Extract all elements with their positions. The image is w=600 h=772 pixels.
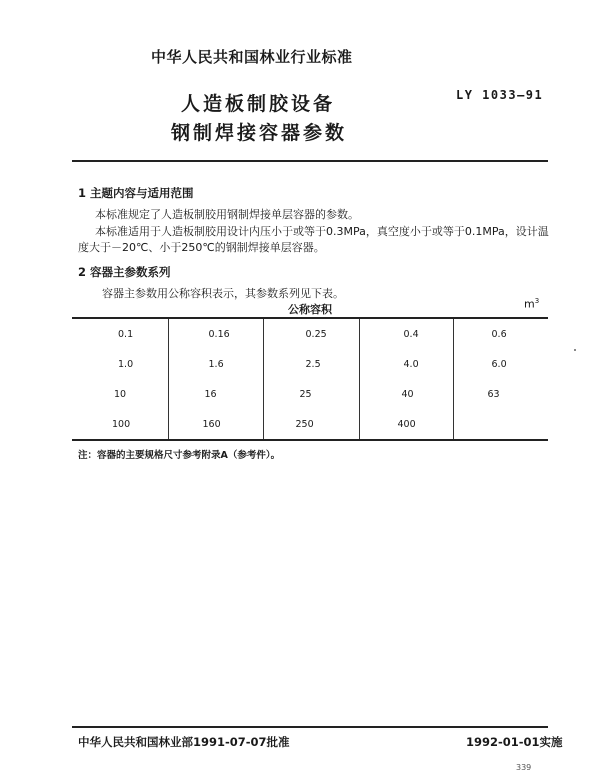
section1-paragraph2-line2: 度大于－20℃、小于250℃的钢制焊接单层容器。 [78, 241, 325, 254]
document-title-line2: 钢制焊接容器参数 [171, 122, 348, 144]
table-cell: 0.16 [168, 318, 263, 349]
effective-date: 1992-01-01实施 [466, 735, 563, 749]
table-cell: 0.6 [453, 318, 548, 349]
table-cell: 400 [359, 409, 453, 440]
page-number: 339 [516, 763, 532, 772]
approval-line: 中华人民共和国林业部1991-07-07批准 [78, 735, 290, 749]
section2-paragraph: 容器主参数用公称容积表示，其参数系列见下表。 [102, 287, 344, 300]
section2-heading: 2 容器主参数系列 [78, 265, 171, 279]
table-cell: 250 [263, 409, 359, 440]
table-unit [524, 297, 539, 311]
unit-base: m [524, 297, 535, 311]
standard-code: LY 1033—91 [456, 88, 544, 102]
table-cell: 0.1 [72, 318, 168, 349]
nominal-volume-table [72, 317, 548, 441]
issuing-authority: 中华人民共和国林业行业标准 [151, 48, 353, 66]
table-cell: 1.6 [168, 349, 263, 379]
unit-exponent: 3 [534, 297, 540, 305]
table-row [72, 379, 548, 409]
table-cell: 63 [453, 379, 548, 409]
table-cell: 10 [72, 379, 168, 409]
table-cell: 4.0 [359, 349, 453, 379]
table-cell: 25 [263, 379, 359, 409]
table-cell: 100 [72, 409, 168, 440]
table-caption: 公称容积 [288, 303, 332, 316]
scan-speck [574, 349, 576, 351]
document-title-line1: 人造板制胶设备 [181, 93, 336, 115]
table-cell: 0.25 [263, 318, 359, 349]
table-row [72, 349, 548, 379]
table-cell [453, 409, 548, 440]
section1-paragraph2-line1: 本标准适用于人造板制胶用设计内压小于或等于0.3MPa，真空度小于或等于0.1MPa，设计温 [95, 225, 549, 238]
table-cell: 2.5 [263, 349, 359, 379]
table-note: 注：容器的主要规格尺寸参考附录A（参考件）。 [78, 450, 281, 461]
table-cell: 40 [359, 379, 453, 409]
section1-heading: 1 主题内容与适用范围 [78, 186, 194, 200]
table-cell: 16 [168, 379, 263, 409]
table-cell: 0.4 [359, 318, 453, 349]
table-cell: 160 [168, 409, 263, 440]
table-cell: 1.0 [72, 349, 168, 379]
header-divider [72, 160, 548, 162]
footer-divider [72, 726, 548, 728]
section1-paragraph1: 本标准规定了人造板制胶用钢制焊接单层容器的参数。 [95, 208, 359, 221]
table-row [72, 409, 548, 440]
table-row [72, 318, 548, 349]
table-cell: 6.0 [453, 349, 548, 379]
